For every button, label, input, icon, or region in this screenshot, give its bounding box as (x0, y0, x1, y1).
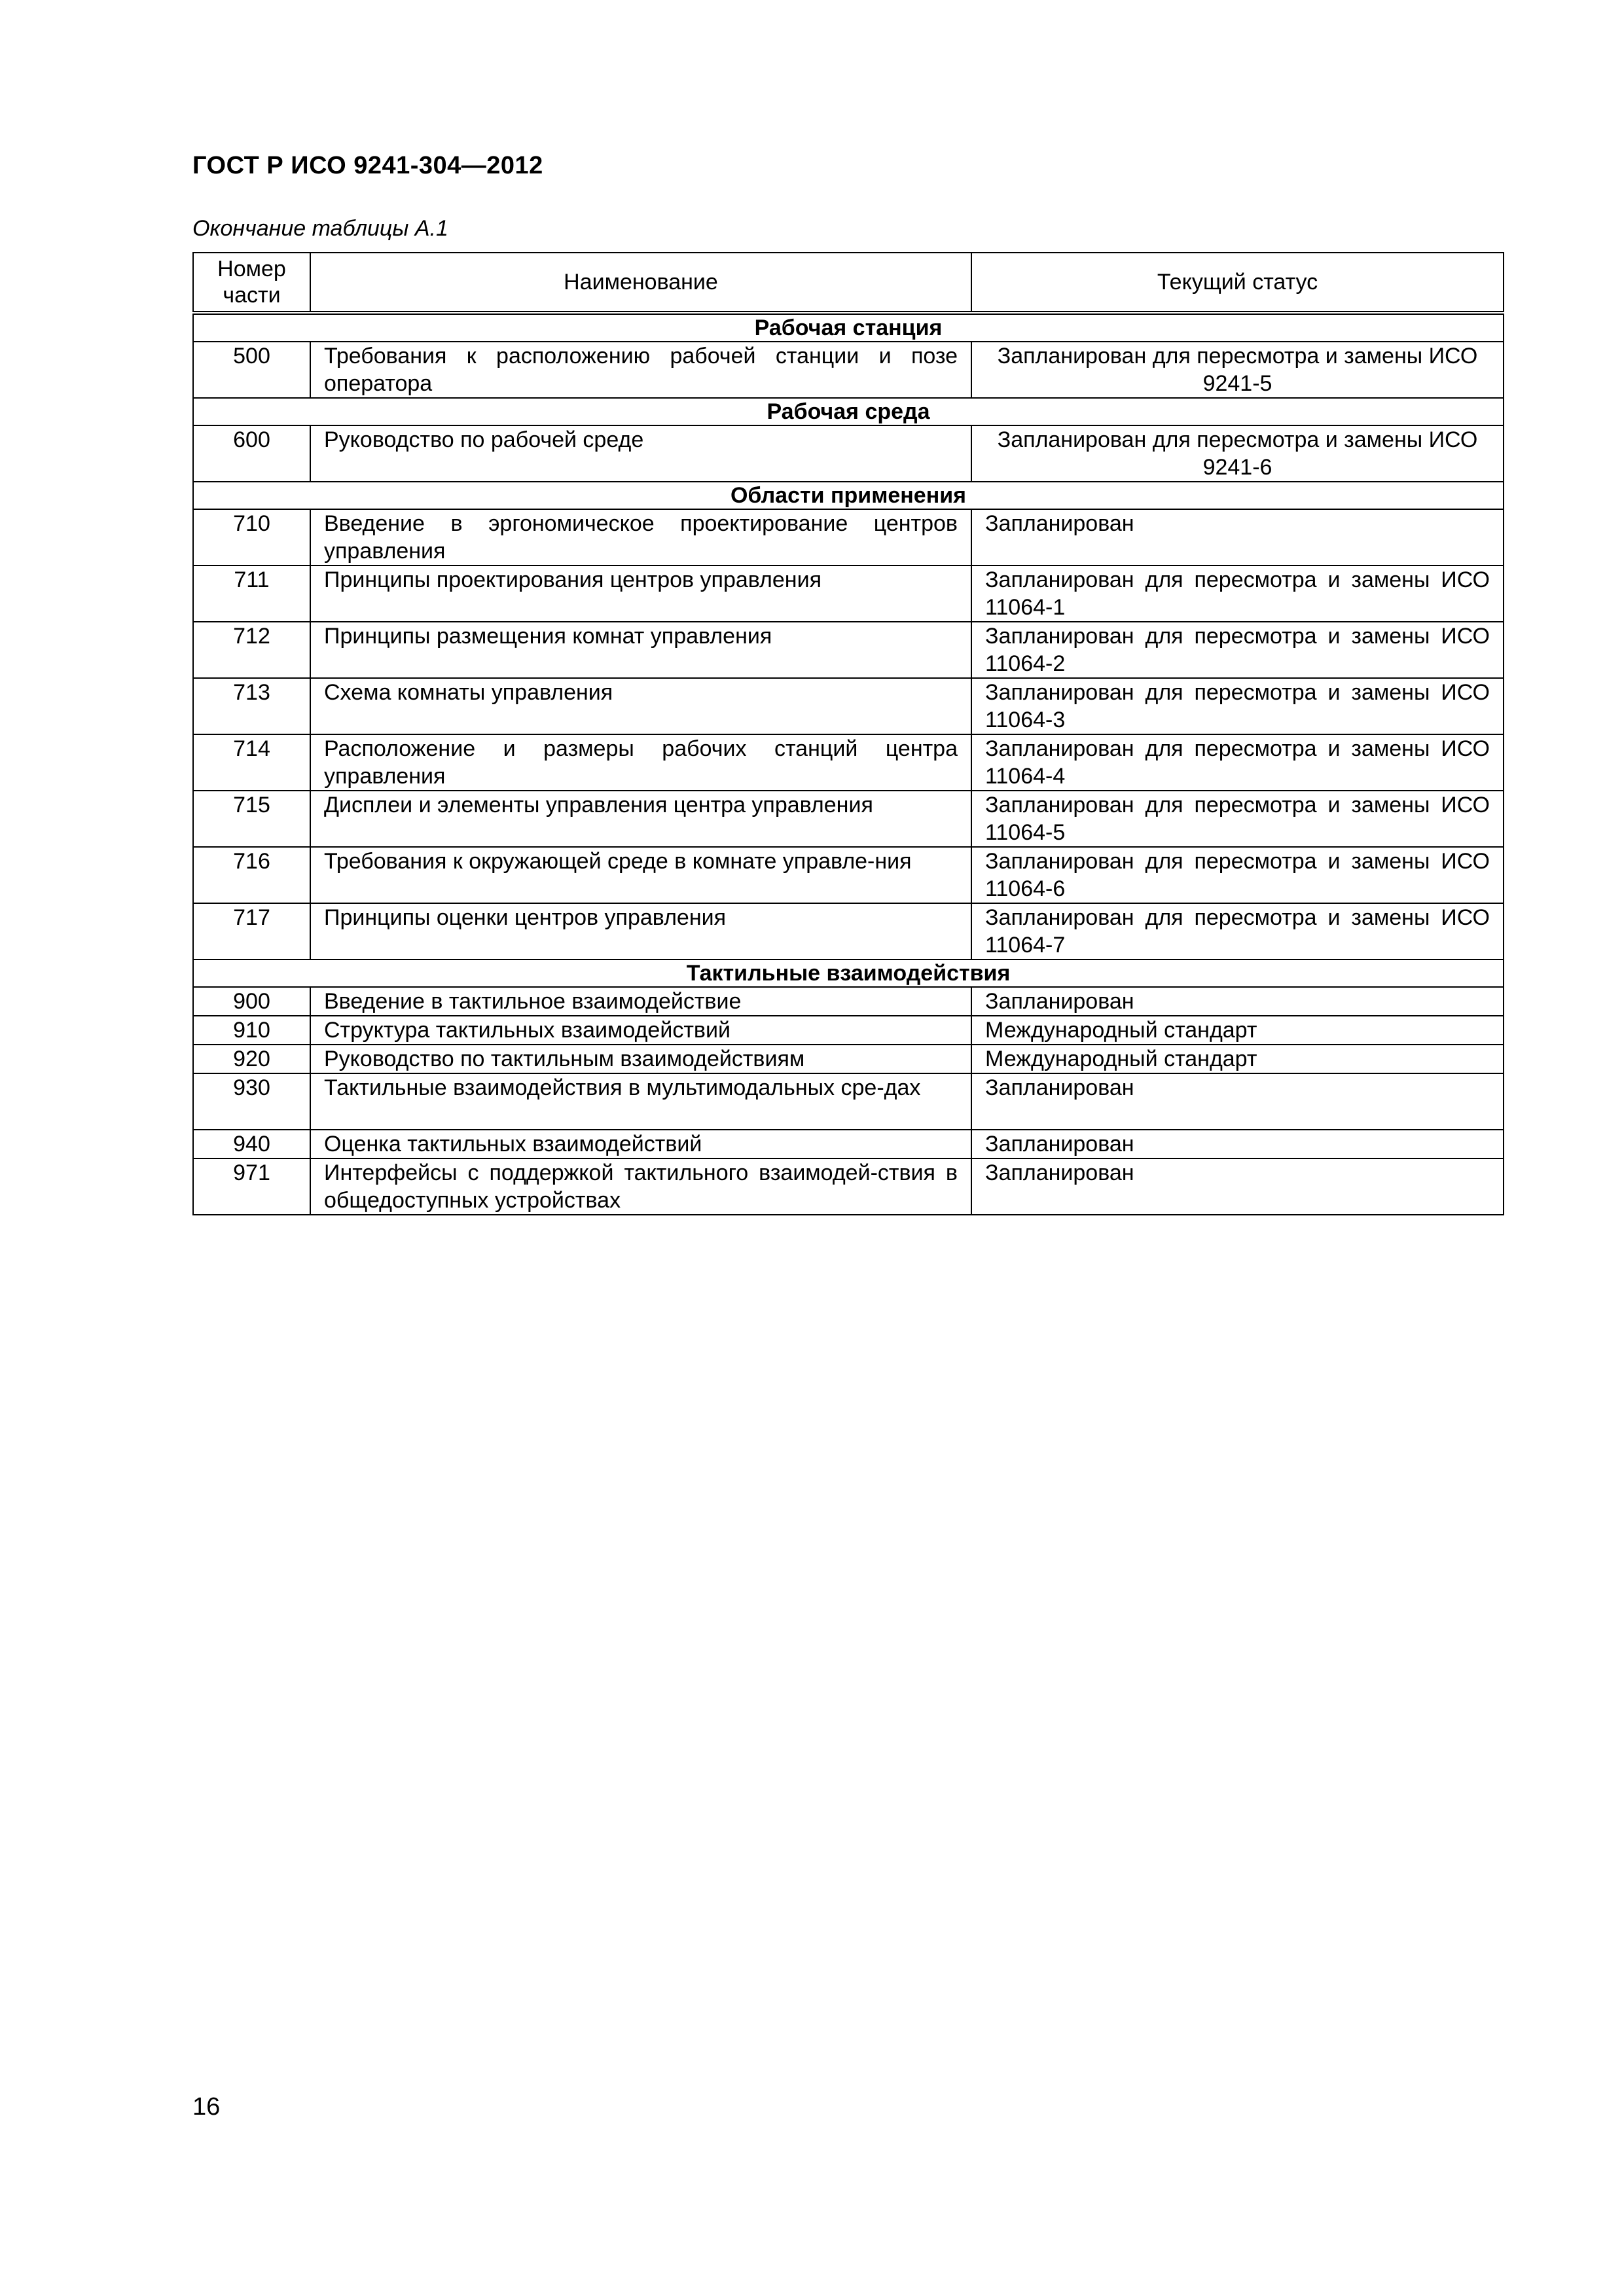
column-header-status: Текущий статус (971, 253, 1504, 313)
part-status-cell: Запланирован (971, 987, 1504, 1016)
table-row (193, 734, 1504, 791)
part-status-cell: Запланирован для пересмотра и замены ИСО 11064-7 (971, 903, 1504, 960)
part-number-cell: 971 (193, 1158, 310, 1215)
section-title: Рабочая станция (193, 313, 1504, 342)
part-status-cell: Запланирован для пересмотра и замены ИСО 11064-2 (971, 622, 1504, 678)
table-row (193, 1073, 1504, 1130)
table-row (193, 565, 1504, 622)
part-number-cell: 712 (193, 622, 310, 678)
part-status-cell: Запланирован для пересмотра и замены ИСО 9241-6 (971, 425, 1504, 482)
part-name-cell: Требования к расположению рабочей станции и позе оператора (310, 342, 971, 398)
part-name-cell: Руководство по тактильным взаимодействиям (310, 1045, 971, 1073)
part-number-cell: 715 (193, 791, 310, 847)
column-header-part-number: Номер части (193, 253, 310, 313)
table-row (193, 678, 1504, 734)
part-number-cell: 600 (193, 425, 310, 482)
part-number-cell: 940 (193, 1130, 310, 1158)
table-caption: Окончание таблицы А.1 (192, 216, 448, 241)
part-number-cell: 910 (193, 1016, 310, 1045)
section-row (193, 398, 1504, 425)
part-number-cell: 717 (193, 903, 310, 960)
part-name-cell: Оценка тактильных взаимодействий (310, 1130, 971, 1158)
table-row (193, 1045, 1504, 1073)
table-row (193, 1016, 1504, 1045)
section-row (193, 960, 1504, 987)
part-name-cell: Расположение и размеры рабочих станций центра управления (310, 734, 971, 791)
column-header-name: Наименование (310, 253, 971, 313)
part-status-cell: Международный стандарт (971, 1016, 1504, 1045)
part-name-cell: Руководство по рабочей среде (310, 425, 971, 482)
part-name-cell: Интерфейсы с поддержкой тактильного взаимодей-ствия в общедоступных устройствах (310, 1158, 971, 1215)
parts-table (192, 252, 1504, 1215)
table-row (193, 903, 1504, 960)
part-status-cell: Запланирован (971, 1130, 1504, 1158)
table-row (193, 342, 1504, 398)
part-status-cell: Запланирован для пересмотра и замены ИСО 11064-5 (971, 791, 1504, 847)
table-row (193, 987, 1504, 1016)
part-number-cell: 930 (193, 1073, 310, 1130)
table-row (193, 847, 1504, 903)
part-name-cell: Введение в тактильное взаимодействие (310, 987, 971, 1016)
part-number-cell: 711 (193, 565, 310, 622)
section-title: Области применения (193, 482, 1504, 509)
section-row (193, 482, 1504, 509)
table-row (193, 509, 1504, 565)
part-name-cell: Схема комнаты управления (310, 678, 971, 734)
part-status-cell: Международный стандарт (971, 1045, 1504, 1073)
part-status-cell: Запланирован (971, 1073, 1504, 1130)
part-name-cell: Введение в эргономическое проектирование центров управления (310, 509, 971, 565)
part-name-cell: Принципы оценки центров управления (310, 903, 971, 960)
table-row (193, 791, 1504, 847)
table-row (193, 622, 1504, 678)
table-row (193, 1130, 1504, 1158)
section-title: Рабочая среда (193, 398, 1504, 425)
part-name-cell: Структура тактильных взаимодействий (310, 1016, 971, 1045)
part-name-cell: Требования к окружающей среде в комнате управле-ния (310, 847, 971, 903)
section-title: Тактильные взаимодействия (193, 960, 1504, 987)
table-row (193, 1158, 1504, 1215)
section-row (193, 313, 1504, 342)
part-number-cell: 713 (193, 678, 310, 734)
part-number-cell: 500 (193, 342, 310, 398)
part-status-cell: Запланирован (971, 1158, 1504, 1215)
part-status-cell: Запланирован для пересмотра и замены ИСО 11064-3 (971, 678, 1504, 734)
part-status-cell: Запланирован для пересмотра и замены ИСО 11064-1 (971, 565, 1504, 622)
part-status-cell: Запланирован для пересмотра и замены ИСО 9241-5 (971, 342, 1504, 398)
part-status-cell: Запланирован (971, 509, 1504, 565)
page-number: 16 (192, 2093, 221, 2121)
document-title: ГОСТ Р ИСО 9241-304—2012 (192, 152, 543, 179)
part-number-cell: 714 (193, 734, 310, 791)
part-name-cell: Принципы размещения комнат управления (310, 622, 971, 678)
part-number-cell: 900 (193, 987, 310, 1016)
part-number-cell: 920 (193, 1045, 310, 1073)
part-name-cell: Принципы проектирования центров управления (310, 565, 971, 622)
part-name-cell: Дисплеи и элементы управления центра управления (310, 791, 971, 847)
table-header-row (193, 253, 1504, 313)
part-name-cell: Тактильные взаимодействия в мультимодальных сре-дах (310, 1073, 971, 1130)
part-number-cell: 716 (193, 847, 310, 903)
part-status-cell: Запланирован для пересмотра и замены ИСО 11064-4 (971, 734, 1504, 791)
part-number-cell: 710 (193, 509, 310, 565)
part-status-cell: Запланирован для пересмотра и замены ИСО 11064-6 (971, 847, 1504, 903)
table-row (193, 425, 1504, 482)
